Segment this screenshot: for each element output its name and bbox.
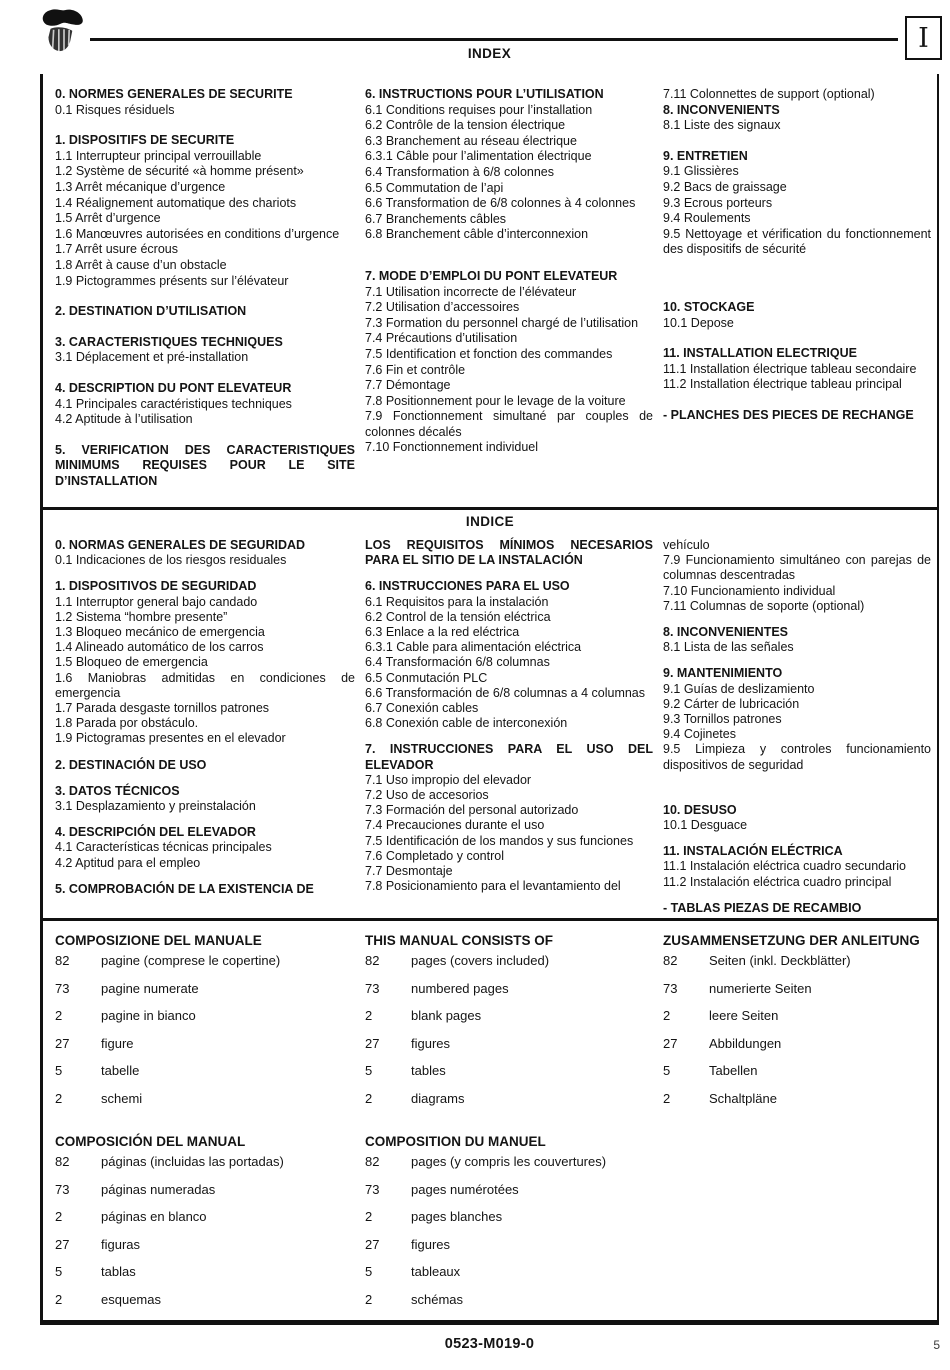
index-section-heading: 11. INSTALACIÓN ELÉCTRICA (663, 844, 843, 859)
composition-row (55, 953, 355, 981)
composition-table-spanish (55, 1134, 355, 1319)
index-entry: 4.1 Principales caractéristiques techniques (55, 396, 292, 411)
composition-count: 2 (55, 1209, 63, 1224)
index-section-heading: 6. INSTRUCTIONS POUR L’UTILISATION (365, 87, 604, 101)
index-entry: 1.6 Maniobras admitidas en condiciones de emergencia (55, 670, 355, 700)
index-entry: 7.2 Uso de accesorios (365, 788, 489, 803)
composition-label: figure (101, 1035, 134, 1051)
composition-title: ZUSAMMENSETZUNG DER ANLEITUNG (663, 933, 920, 948)
section-gap (55, 568, 355, 579)
composition-label: blank pages (411, 1008, 482, 1023)
index-entry: 1.7 Arrêt usure écrous (55, 242, 178, 257)
index-entry: 1.1 Interrupteur principal verrouillable (55, 148, 262, 163)
composition-count: 2 (663, 1008, 671, 1023)
index-entry: 1.8 Parada por obstáculo. (55, 716, 199, 731)
content-frame (40, 74, 939, 1325)
section-gap (663, 614, 931, 625)
composition-count: 2 (365, 1090, 373, 1106)
index-column-es-3 (663, 538, 931, 918)
index-entry: 4.2 Aptitude à l’utilisation (55, 412, 193, 427)
index-section-heading: 1. DISPOSITIVOS DE SEGURIDAD (55, 579, 257, 594)
composition-label: tableaux (411, 1264, 461, 1279)
index-section-heading: 3. CARACTERISTIQUES TECHNIQUES (55, 334, 283, 349)
index-entry: 9.1 Guías de deslizamiento (663, 681, 815, 696)
composition-row (663, 1036, 931, 1064)
index-entry: 4.1 Características técnicas principales (55, 840, 272, 855)
index-section-heading: 5. COMPROBACIÓN DE LA EXISTENCIA DE (55, 881, 314, 896)
section-gap (55, 366, 355, 381)
composition-label: páginas numeradas (101, 1181, 216, 1197)
composition-count: 2 (663, 1090, 671, 1106)
section-gap (663, 393, 931, 408)
index-entry: 6.1 Conditions requises pour l’installation (365, 102, 593, 117)
composition-row (365, 953, 653, 981)
index-section-heading: 10. DESUSO (663, 802, 737, 817)
composition-row (365, 1209, 653, 1237)
index-entry: 6.7 Conexión cables (365, 701, 479, 716)
composition-row (55, 1008, 355, 1036)
index-entry: 11.1 Installation électrique tableau secondaire (663, 361, 917, 376)
composition-label: tablas (101, 1264, 136, 1279)
composition-count: 82 (365, 953, 380, 968)
index-entry: 4.2 Aptitud para el empleo (55, 855, 201, 870)
index-entry: 8.1 Lista de las señales (663, 640, 794, 655)
composition-row (55, 1063, 355, 1091)
composition-label: schémas (411, 1291, 464, 1307)
composition-title: COMPOSICIÓN DEL MANUAL (55, 1134, 246, 1149)
index-entry: 7.8 Positionnement pour le levage de la voiture (365, 393, 626, 408)
index-entry: 1.4 Alineado automático de los carros (55, 640, 264, 655)
composition-row (365, 1237, 653, 1265)
index-entry: 7.3 Formation du personnel chargé de l’utilisation (365, 315, 639, 330)
index-entry: 7.9 Fonctionnement simultané par couples de colonnes décalés (365, 409, 653, 439)
composition-label: Tabellen (709, 1063, 758, 1078)
index-entry: 6.3 Branchement au réseau électrique (365, 133, 577, 148)
index-entry: 9.1 Glissières (663, 164, 739, 179)
composition-label: figures (411, 1236, 451, 1252)
section-gap (55, 428, 355, 443)
index-section-heading: LOS REQUISITOS MÍNIMOS NECESARIOS PARA EL SITIO DE LA INSTALACIÓN (365, 538, 653, 568)
composition-label: pagine in bianco (101, 1008, 196, 1023)
index-entry: 6.7 Branchements câbles (365, 211, 507, 226)
index-entry: 7.7 Démontage (365, 378, 451, 393)
composition-count: 82 (55, 953, 70, 968)
index-section-heading: 2. DESTINACIÓN DE USO (55, 757, 207, 772)
index-entry: 9.2 Bacs de graissage (663, 179, 787, 194)
index-entry: 1.5 Arrêt d’urgence (55, 211, 161, 226)
composition-row (365, 1091, 653, 1119)
index-column-es-1 (55, 538, 355, 918)
composition-table-french (365, 1134, 653, 1319)
index-entry: 7.6 Fin et contrôle (365, 362, 466, 377)
index-entry: 9.5 Nettoyage et vérification du fonctionnement des dispositifs de sécurité (663, 226, 931, 257)
composition-label: Seiten (inkl. Deckblätter) (709, 953, 851, 968)
section-gap (55, 289, 355, 304)
index-entry: 10.1 Desguace (663, 818, 748, 833)
composition-row (663, 953, 931, 981)
composition-label: schemi (101, 1090, 143, 1106)
composition-label: pagine numerate (101, 980, 199, 996)
composition-row (365, 1264, 653, 1292)
composition-count: 27 (365, 1035, 380, 1051)
composition-table-italian (55, 933, 355, 1118)
index-entry: 7.2 Utilisation d’accessoires (365, 300, 520, 315)
index-entry: 9.4 Roulements (663, 211, 751, 226)
composition-count: 2 (365, 1209, 373, 1224)
composition-row (365, 981, 653, 1009)
composition-label: páginas (incluidas las portadas) (101, 1154, 284, 1169)
index-entry: 1.9 Pictogramas presentes en el elevador (55, 731, 286, 746)
index-entry: 6.6 Transformation de 6/8 colonnes à 4 colonnes (365, 196, 636, 211)
indice-title: INDICE (465, 514, 515, 529)
composition-title: THIS MANUAL CONSISTS OF (365, 933, 554, 948)
index-entry: 11.2 Instalación eléctrica cuadro principal (663, 874, 892, 889)
section-gap (55, 118, 355, 133)
index-entry: 7.5 Identificación de los mandos y sus funciones (365, 833, 634, 848)
composition-count: 5 (55, 1264, 63, 1279)
composition-label: figuras (101, 1236, 141, 1252)
index-entry: 6.3 Enlace a la red eléctrica (365, 625, 520, 640)
section-gap (663, 833, 931, 844)
index-entry: 1.4 Réalignement automatique des chariots (55, 195, 297, 210)
composition-table-english (365, 933, 653, 1118)
index-section-heading: 1. DISPOSITIFS DE SECURITE (55, 133, 235, 148)
composition-row (55, 1154, 355, 1182)
index-entry: 1.2 Sistema “hombre presente” (55, 609, 228, 624)
index-entry: 11.2 Installation électrique tableau principal (663, 377, 902, 392)
index-entry: 7.1 Utilisation incorrecte de l’élévateur (365, 284, 577, 299)
index-entry: 6.2 Control de la tensión eléctrica (365, 609, 551, 624)
index-entry: 6.1 Requisitos para la instalación (365, 594, 549, 609)
composition-count: 2 (365, 1291, 373, 1307)
index-section-heading: 3. DATOS TÉCNICOS (55, 783, 180, 798)
index-section-heading: 8. INCONVENIENTES (663, 625, 789, 640)
index-entry: 10.1 Depose (663, 315, 734, 330)
index-entry: 1.1 Interruptor general bajo candado (55, 594, 258, 609)
composition-row (663, 1008, 931, 1036)
composition-row (663, 981, 931, 1009)
index-section-heading: 9. MANTENIMIENTO (663, 666, 783, 681)
section-gap (55, 773, 355, 784)
index-entry: 0.1 Indicaciones de los riesgos residuales (55, 553, 287, 568)
section-gap (663, 134, 931, 149)
composition-row (55, 1292, 355, 1320)
composition-row (365, 1063, 653, 1091)
composition-count: 27 (663, 1035, 678, 1051)
page-number: 5 (933, 1338, 940, 1352)
section-gap (365, 731, 653, 742)
composition-title: COMPOSIZIONE DEL MANUALE (55, 933, 262, 948)
composition-count: 73 (663, 980, 678, 996)
composition-row (365, 1036, 653, 1064)
composition-label: pagine (comprese le copertine) (101, 953, 281, 968)
index-section-french (43, 74, 937, 507)
index-section-heading: 7. MODE D’EMPLOI DU PONT ELEVATEUR (365, 268, 618, 283)
index-section-heading: 2. DESTINATION D’UTILISATION (55, 304, 247, 319)
composition-label: figures (411, 1035, 451, 1051)
composition-label: diagrams (411, 1090, 465, 1106)
section-gap (365, 243, 653, 269)
composition-count: 82 (55, 1154, 70, 1169)
index-column-fr-3 (663, 87, 931, 507)
index-section-heading: 5. VERIFICATION DES CARACTERISTIQUES MINIMUMS REQUISES POUR LE SITE D’INSTALLATION (55, 442, 355, 488)
composition-row (55, 1091, 355, 1119)
index-section-heading: 0. NORMAS GENERALES DE SEGURIDAD (55, 538, 306, 552)
composition-table-german (663, 933, 931, 1118)
index-entry: 7.9 Funcionamiento simultáneo con parejas de columnas descentradas (663, 553, 931, 583)
index-section-heading: 4. DESCRIPTION DU PONT ELEVATEUR (55, 380, 292, 395)
language-tab-label: I (918, 22, 929, 54)
composition-count: 2 (365, 1008, 373, 1023)
index-entry: 6.8 Branchement câble d’interconnexion (365, 227, 589, 242)
composition-count: 2 (55, 1090, 63, 1106)
composition-row (365, 1008, 653, 1036)
composition-count: 2 (55, 1291, 63, 1307)
index-column-fr-2 (365, 87, 653, 507)
composition-row (365, 1154, 653, 1182)
composition-label: pages blanches (411, 1209, 503, 1224)
composition-row (55, 1264, 355, 1292)
composition-label: pages numérotées (411, 1181, 519, 1197)
manual-composition-section (43, 921, 937, 1320)
composition-count: 5 (663, 1063, 671, 1078)
index-section-spanish (43, 532, 937, 918)
index-entry: 8.1 Liste des signaux (663, 118, 781, 133)
index-entry: 9.3 Ecrous porteurs (663, 195, 773, 210)
section-gap (663, 890, 931, 901)
index-entry: 9.2 Cárter de lubricación (663, 696, 800, 711)
document-code: 0523-M019-0 (444, 1336, 535, 1352)
composition-count: 5 (365, 1063, 373, 1078)
index-entry: 1.5 Bloqueo de emergencia (55, 655, 208, 670)
index-section-heading: 7. INSTRUCCIONES PARA EL USO DEL ELEVADOR (365, 742, 653, 772)
composition-row (365, 1292, 653, 1320)
composition-label: Abbildungen (709, 1035, 782, 1051)
composition-label: tables (411, 1063, 446, 1078)
index-section-heading: - PLANCHES DES PIECES DE RECHANGE (663, 407, 914, 422)
index-section-heading: 8. INCONVENIENTS (663, 102, 780, 117)
index-section-heading: - TABLAS PIEZAS DE RECAMBIO (663, 900, 862, 915)
index-entry: 9.5 Limpieza y controles funcionamiento dispositivos de seguridad (663, 742, 931, 772)
index-entry: 3.1 Desplazamiento y preinstalación (55, 799, 256, 814)
index-entry: 7.11 Columnas de soporte (optional) (663, 598, 865, 613)
composition-label: tabelle (101, 1063, 140, 1078)
index-entry: 9.3 Tornillos patrones (663, 712, 782, 727)
index-entry: 1.8 Arrêt à cause d’un obstacle (55, 257, 227, 272)
composition-count: 2 (55, 1008, 63, 1023)
composition-label: páginas en blanco (101, 1209, 207, 1224)
index-entry: 7.6 Completado y control (365, 848, 504, 863)
index-entry: 7.4 Precauciones durante el uso (365, 818, 545, 833)
index-entry: 6.5 Commutation de l’api (365, 180, 504, 195)
index-section-heading: 10. STOCKAGE (663, 299, 755, 314)
composition-count: 73 (365, 1181, 380, 1197)
composition-row (663, 1091, 931, 1119)
index-section-heading: 11. INSTALLATION ELECTRIQUE (663, 346, 857, 361)
section-gap (55, 871, 355, 882)
index-entry: 7.1 Uso impropio del elevador (365, 772, 532, 787)
section-gap (663, 655, 931, 666)
section-gap (55, 747, 355, 758)
index-entry: 7.10 Fonctionnement individuel (365, 440, 539, 455)
composition-row (55, 1209, 355, 1237)
composition-count: 73 (55, 1181, 70, 1197)
index-section-heading: 0. NORMES GENERALES DE SECURITE (55, 87, 293, 101)
index-entry: 6.5 Conmutación PLC (365, 670, 488, 685)
composition-row (663, 1063, 931, 1091)
section-gap (365, 568, 653, 579)
index-entry: 9.4 Cojinetes (663, 727, 736, 742)
index-entry: 7.4 Précautions d’utilisation (365, 331, 518, 346)
index-entry: 6.3.1 Câble pour l’alimentation électrique (365, 149, 592, 164)
index-title: INDEX (467, 46, 512, 61)
index-section-heading: 4. DESCRIPCIÓN DEL ELEVADOR (55, 825, 256, 840)
index-column-es-2 (365, 538, 653, 918)
composition-label: pages (y compris les couvertures) (411, 1154, 607, 1169)
composition-count: 27 (55, 1035, 70, 1051)
composition-label: numerierte Seiten (709, 980, 812, 996)
index-entry: 7.5 Identification et fonction des commandes (365, 346, 613, 361)
composition-count: 5 (55, 1063, 63, 1078)
composition-label: leere Seiten (709, 1008, 779, 1023)
composition-label: pages (covers included) (411, 953, 550, 968)
index-entry: 6.8 Conexión cable de interconexión (365, 716, 568, 731)
composition-label: esquemas (101, 1291, 161, 1307)
composition-count: 82 (663, 953, 678, 968)
section-gap (663, 331, 931, 346)
composition-count: 73 (55, 980, 70, 996)
section-gap (55, 320, 355, 335)
index-entry: 1.2 Système de sécurité «à homme présent» (55, 164, 304, 179)
composition-row (55, 1182, 355, 1210)
index-entry: 1.7 Parada desgaste tornillos patrones (55, 701, 270, 716)
composition-row (55, 981, 355, 1009)
index-entry: vehículo (663, 538, 710, 552)
index-entry: 7.7 Desmontaje (365, 864, 453, 879)
index-entry: 6.6 Transformación de 6/8 columnas a 4 columnas (365, 685, 646, 700)
index-entry: 3.1 Déplacement et pré-installation (55, 350, 249, 365)
index-entry: 7.11 Colonnettes de support (optional) (663, 87, 875, 101)
composition-count: 73 (365, 980, 380, 996)
index-entry: 1.3 Arrêt mécanique d’urgence (55, 179, 226, 194)
index-entry: 7.8 Posicionamiento para el levantamiento del (365, 879, 621, 894)
index-entry: 0.1 Risques résiduels (55, 102, 175, 117)
index-entry: 6.4 Transformación 6/8 columnas (365, 655, 550, 670)
index-entry: 6.4 Transformation à 6/8 colonnes (365, 164, 555, 179)
index-section-heading: 9. ENTRETIEN (663, 148, 748, 163)
composition-row (55, 1036, 355, 1064)
composition-count: 27 (365, 1236, 380, 1252)
index-entry: 6.2 Contrôle de la tension électrique (365, 118, 566, 133)
index-entry: 1.3 Bloqueo mecánico de emergencia (55, 625, 265, 640)
composition-row (365, 1182, 653, 1210)
index-entry: 6.3.1 Cable para alimentación eléctrica (365, 640, 582, 655)
index-entry: 7.10 Funcionamiento individual (663, 583, 836, 598)
composition-title: COMPOSITION DU MANUEL (365, 1134, 546, 1149)
index-entry: 11.1 Instalación eléctrica cuadro secundario (663, 859, 906, 874)
composition-label: Schaltpläne (709, 1090, 777, 1106)
header-rule (90, 38, 898, 41)
index-column-fr-1 (55, 87, 355, 507)
section-gap (663, 258, 931, 300)
index-entry: 1.9 Pictogrammes présents sur l’élévateur (55, 273, 289, 288)
index-entry: 1.6 Manœuvres autorisées en conditions d’urgence (55, 226, 340, 241)
index-section-heading: 6. INSTRUCCIONES PARA EL USO (365, 579, 570, 594)
section-gap (55, 814, 355, 825)
composition-row (55, 1237, 355, 1265)
index-entry: 7.3 Formación del personal autorizado (365, 803, 579, 818)
composition-count: 82 (365, 1154, 380, 1169)
composition-count: 5 (365, 1264, 373, 1279)
composition-label: numbered pages (411, 980, 509, 996)
composition-count: 27 (55, 1236, 70, 1252)
section-gap (663, 773, 931, 803)
